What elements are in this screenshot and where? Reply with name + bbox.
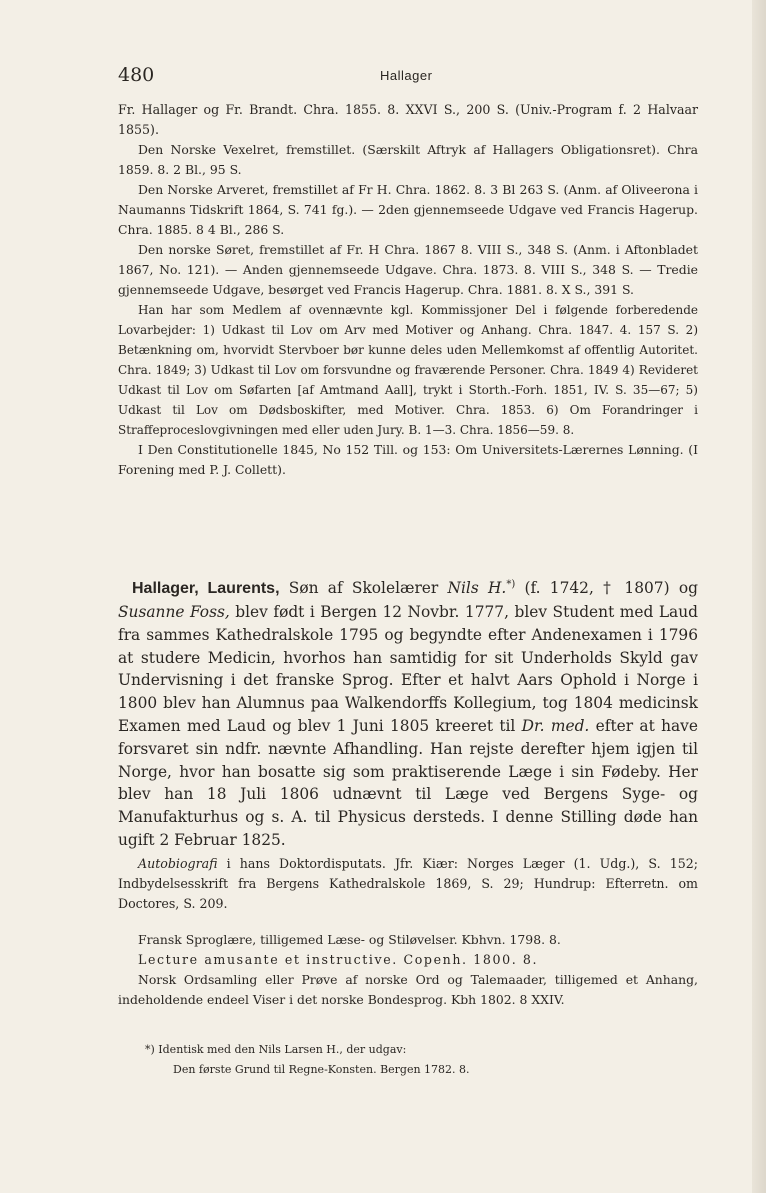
bib-entry: Den Norske Vexelret, fremstillet. (Særskilt Aftryk af Hallagers Obligationsret). Chra 1859. 8. 2 Bl., 95 S. [118,142,698,177]
bib-entry: Den norske Søret, fremstillet af Fr. H Chra. 1867 8. VIII S., 348 S. (Anm. i Aftonbladet 1867, No. 121). — Anden gjennemseede Udgave. Chra. 1873. 8. VIII S., 348 S. — Tredie gjennemseede Udgave, besørget ved Francis Hagerup. Chra. 1881. 8. X S., 391 S. [118,242,698,297]
work-item: Lecture amusante et instructive. Copenh. 1800. 8. [138,952,539,967]
page-header [118,64,698,90]
page-number: 480 [118,64,155,86]
page-gutter-edge [752,0,766,1193]
footnote-line: Den første Grund til Regne-Konsten. Bergen 1782. 8. [173,1063,470,1076]
bibliography-block [118,100,698,480]
mother-name: Susanne Foss, [118,602,230,621]
father-name: Nils H. [447,579,507,598]
works-list [118,930,698,1010]
bib-entry: Den Norske Arveret, fremstillet af Fr H. Chra. 1862. 8. 3 Bl 263 S. (Anm. af Oliveerona i Naumanns Tidskrift 1864, S. 741 fg.). — 2den gjennemseede Udgave ved Francis Hagerup. Chra. 1885. 8 4 Bl., 286 S. [118,182,698,237]
reference-text: Autobiografi i hans Doktordisputats. Jfr. Kiær: Norges Læger (1. Udg.), S. 152; Indbydelsesskrift fra Bergens Kathedralskole 1869, S. 29; Hundrup: Efterretn. om Doctores, S. 209. [118,856,698,911]
bib-entry: Han har som Medlem af ovennævnte kgl. Kommissjoner Del i følgende forberedende Lovarbejder: 1) Udkast til Lov om Arv med Motiver og Anhang. Chra. 1847. 4. 157 S. 2) Betænkning om, hvorvidt Stervboer bør kunne deles uden Mellemkomst af offentlig Autoritet. Chra. 1849; 3) Udkast til Lov om forsvundne og fraværende Personer. Chra. 1849 4) Revideret Udkast til Lov om Søfarten [af Amtmand Aall], trykt i Storth.-Forh. 1851, IV. S. 35—67; 5) Udkast til Lov om Dødsboskifter, med Motiver. Chra. 1853. 6) Om Forandringer i Straffeproceslovgivningen med eller uden Jury. B. 1—3. Chra. 1856—59. 8. [118,303,698,437]
work-item: Fransk Sproglære, tilligemed Læse- og Stiløvelser. Kbhvn. 1798. 8. [138,932,561,947]
references [118,854,698,914]
bib-entry: I Den Constitutionelle 1845, No 152 Till. og 153: Om Universitets-Lærernes Lønning. (I Forening med P. J. Collett). [118,442,698,477]
degree: Dr. med. [521,716,590,735]
footnote-line: *) Identisk med den Nils Larsen H., der udgav: [145,1043,407,1056]
running-title: Hallager [380,68,433,83]
biography-text: Hallager, Laurents, Søn af Skolelærer Nils H.*) (f. 1742, † 1807) og Susanne Foss, blev født i Bergen 12 Novbr. 1777, blev Student med Laud fra sammes Kathedralskole 1795 og begyndte efter Andenexamen i 1796 at studere Medicin, hvorhos han samtidig for sit Underholds Skyld gav Undervisning i det franske Sprog. Efter et halvt Aars Ophold i Norge i 1800 blev han Alumnus paa Walkendorffs Kollegium, tog 1804 medicinsk Examen med Laud og blev 1 Juni 1805 kreeret til Dr. med. efter at have forsvaret sin ndfr. nævnte Afhandling. Han rejste derefter hjem igjen til Norge, hvor han bosatte sig som praktiserende Læge i sin Fødeby. Her blev han 18 Juli 1806 udnævnt til Læge ved Bergens Syge- og Manufakturhus og s. A. til Physicus dersteds. I denne Stilling døde han ugift 2 Februar 1825. [118,579,698,849]
bib-entry: Fr. Hallager og Fr. Brandt. Chra. 1855. 8. XXVI S., 200 S. (Univ.-Program f. 2 Halvaar 1855). [118,102,698,137]
biography-entry [118,574,698,852]
entry-name: Hallager, Laurents, [132,580,280,598]
footnote [145,1040,665,1080]
footnote-mark: *) [506,579,516,590]
work-item: Norsk Ordsamling eller Prøve af norske Ord og Talemaader, tilligemed et Anhang, indeholdende endeel Viser i det norske Bondesprog. Kbh 1802. 8 XXIV. [118,972,698,1007]
